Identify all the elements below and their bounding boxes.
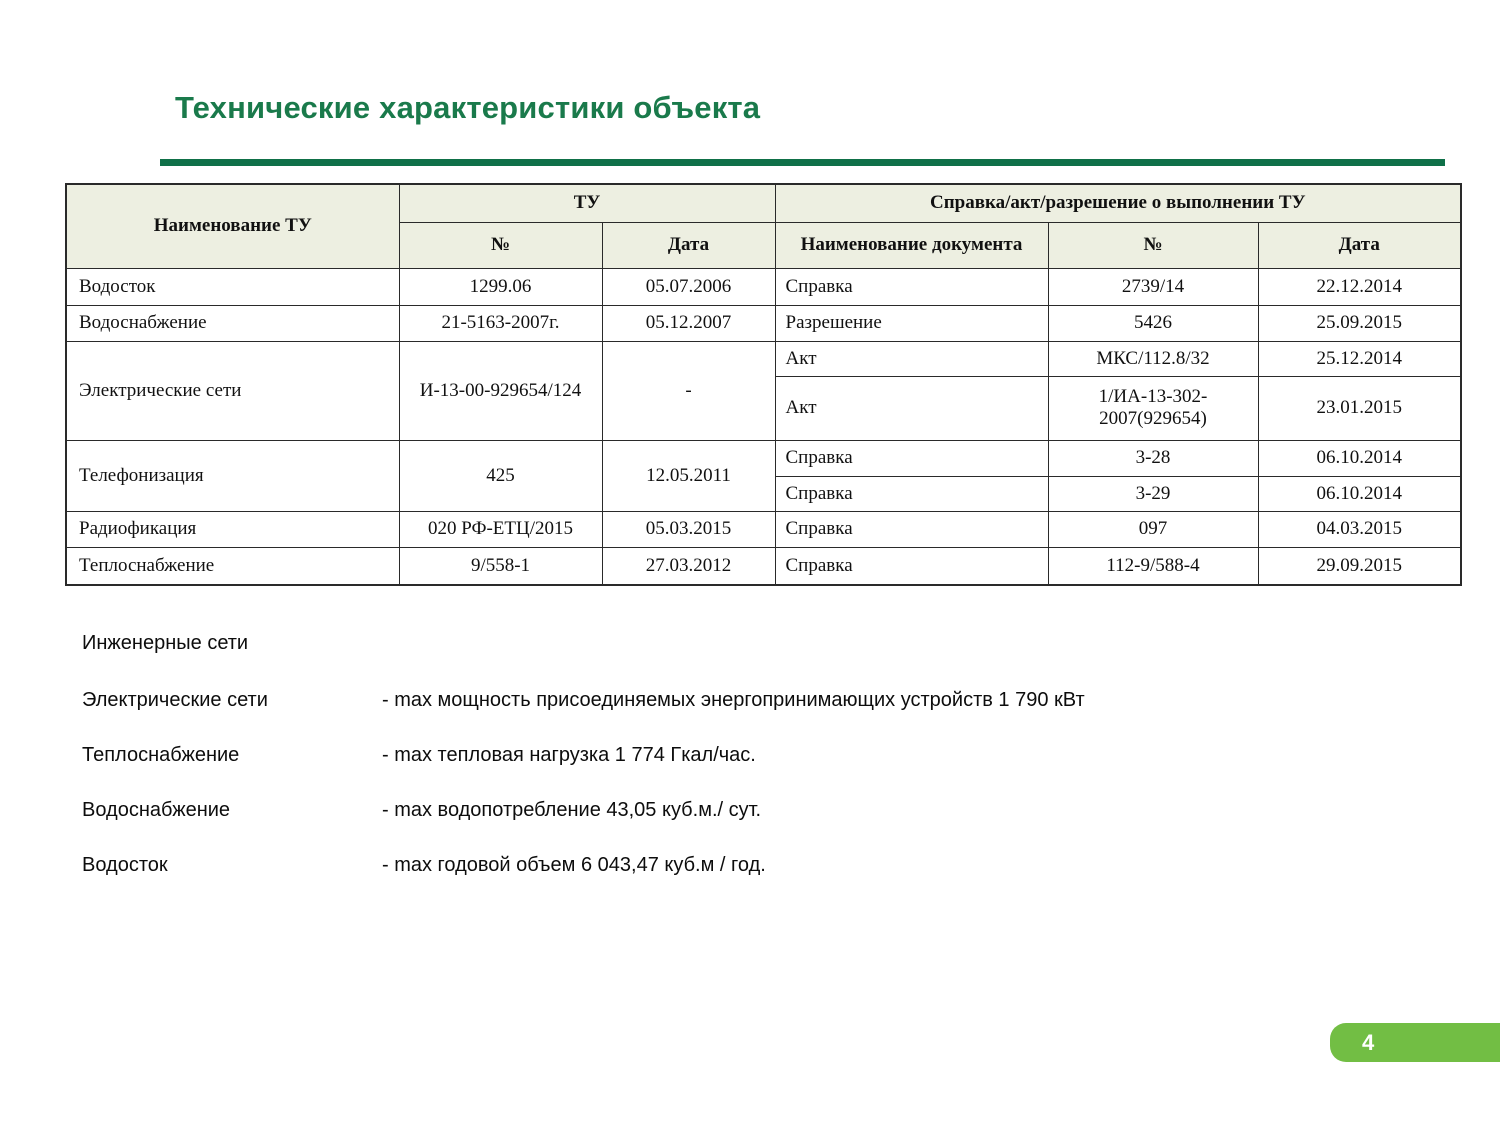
cell-name: Электрические сети [66,341,399,440]
page-title: Технические характеристики объекта [175,90,761,125]
cell-doc-num: 1/ИА-13-302-2007(929654) [1048,376,1258,440]
cell-tu-date: 12.05.2011 [602,440,775,511]
cell-tu-date: 05.07.2006 [602,268,775,305]
cell-doc-num: 5426 [1048,305,1258,341]
cell-doc-date: 22.12.2014 [1258,268,1461,305]
table-row [66,440,1461,476]
note-label: Теплоснабжение [82,744,240,766]
cell-doc-date: 25.12.2014 [1258,341,1461,376]
cell-doc-type: Справка [775,547,1048,585]
note-label: Водоснабжение [82,799,231,821]
cell-tu-date: - [602,341,775,440]
cell-doc-type: Справка [775,511,1048,547]
cell-tu-num: 020 РФ-ЕТЦ/2015 [399,511,602,547]
title-rule [160,159,1445,166]
header-group-doc: Справка/акт/разрешение о выполнении ТУ [775,184,1461,222]
cell-tu-date: 27.03.2012 [602,547,775,585]
cell-doc-num: 097 [1048,511,1258,547]
tu-table [65,183,1462,586]
note-text: - max годовой объем 6 043,47 куб.м / год. [382,854,766,876]
note-text: - max тепловая нагрузка 1 774 Гкал/час. [382,744,756,766]
note-row [82,854,1422,876]
cell-doc-num: 2739/14 [1048,268,1258,305]
header-doc-num: № [1048,222,1258,268]
cell-name: Теплоснабжение [66,547,399,585]
note-text: - max мощность присоединяемых энергопринимающих устройств 1 790 кВт [382,689,1085,711]
note-row [82,689,1422,711]
cell-doc-type: Справка [775,440,1048,476]
cell-doc-type: Акт [775,341,1048,376]
cell-doc-date: 23.01.2015 [1258,376,1461,440]
page-number-badge [1330,1023,1500,1062]
header-group-tu: ТУ [399,184,775,222]
note-label: Водосток [82,854,168,876]
cell-doc-num: 3-29 [1048,476,1258,511]
cell-doc-type: Разрешение [775,305,1048,341]
header-doc-date: Дата [1258,222,1461,268]
notes-title: Инженерные сети [82,632,249,654]
table-row [66,547,1461,585]
table-row [66,305,1461,341]
note-label: Электрические сети [82,689,268,711]
cell-tu-num: 9/558-1 [399,547,602,585]
cell-name: Телефонизация [66,440,399,511]
cell-doc-num: 112-9/588-4 [1048,547,1258,585]
cell-doc-type: Справка [775,476,1048,511]
header-doc-name: Наименование документа [775,222,1048,268]
cell-doc-date: 06.10.2014 [1258,476,1461,511]
cell-tu-num: 1299.06 [399,268,602,305]
cell-doc-num: 3-28 [1048,440,1258,476]
table-row [66,341,1461,376]
cell-tu-num: 21-5163-2007г. [399,305,602,341]
cell-name: Водоснабжение [66,305,399,341]
cell-doc-date: 25.09.2015 [1258,305,1461,341]
header-name: Наименование ТУ [66,184,399,268]
table-row [66,511,1461,547]
cell-doc-date: 06.10.2014 [1258,440,1461,476]
cell-doc-date: 29.09.2015 [1258,547,1461,585]
cell-name: Радиофикация [66,511,399,547]
cell-doc-num: МКС/112.8/32 [1048,341,1258,376]
note-row [82,744,1422,766]
note-row [82,799,1422,821]
table-row [66,268,1461,305]
cell-doc-type: Акт [775,376,1048,440]
cell-tu-date: 05.12.2007 [602,305,775,341]
cell-doc-date: 04.03.2015 [1258,511,1461,547]
cell-doc-type: Справка [775,268,1048,305]
cell-tu-num: 425 [399,440,602,511]
header-tu-num: № [399,222,602,268]
cell-tu-num: И-13-00-929654/124 [399,341,602,440]
note-text: - max водопотребление 43,05 куб.м./ сут. [382,799,762,821]
page-number: 4 [1362,1030,1375,1055]
notes-section [82,632,1422,909]
cell-tu-date: 05.03.2015 [602,511,775,547]
cell-name: Водосток [66,268,399,305]
header-tu-date: Дата [602,222,775,268]
